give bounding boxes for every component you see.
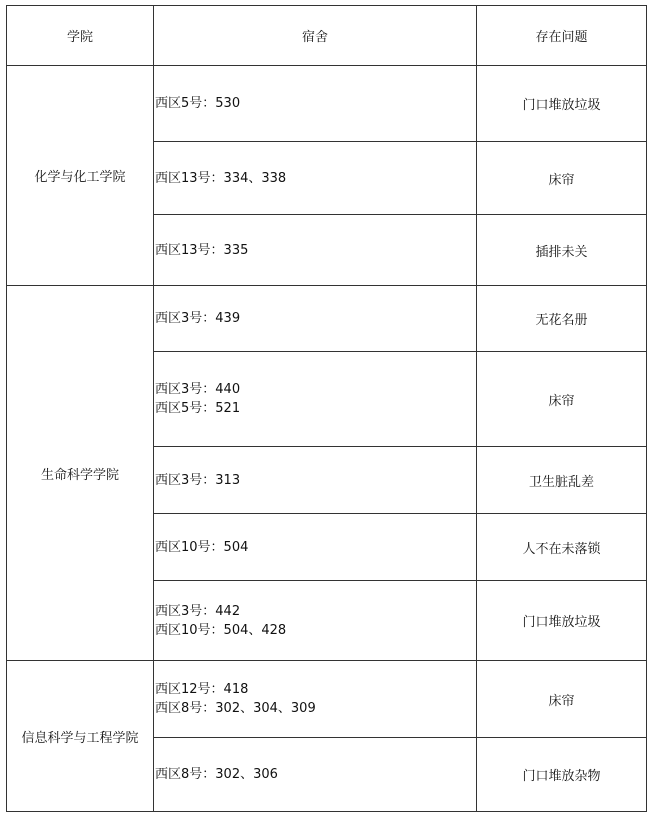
dorm-line: 西区3号：313 xyxy=(155,472,241,488)
dorm-cell xyxy=(154,352,477,447)
dorm-cell xyxy=(154,142,477,215)
dorm-cell xyxy=(154,286,477,352)
header-dorm: 宿舍 xyxy=(154,6,477,66)
issue-cell: 门口堆放垃圾 xyxy=(477,581,647,661)
dorm-cell xyxy=(154,581,477,661)
issue-cell: 人不在未落锁 xyxy=(477,514,647,581)
inspection-table xyxy=(6,5,647,812)
issue-cell: 无花名册 xyxy=(477,286,647,352)
college-cell: 生命科学学院 xyxy=(7,286,154,661)
dorm-line: 西区3号：439 xyxy=(155,311,241,326)
dorm-line: 西区8号：302、306 xyxy=(155,767,278,782)
dorm-cell xyxy=(154,215,477,286)
dorm-line: 西区13号：334、338 xyxy=(155,170,287,186)
dorm-line: 西区5号：530 xyxy=(155,96,241,111)
table-row xyxy=(7,661,647,738)
issue-cell: 床帘 xyxy=(477,142,647,215)
header-college: 学院 xyxy=(7,6,154,66)
dorm-line: 西区13号：335 xyxy=(155,242,249,258)
issue-cell: 门口堆放垃圾 xyxy=(477,66,647,142)
college-cell: 信息科学与工程学院 xyxy=(7,661,154,812)
dorm-cell xyxy=(154,738,477,812)
dorm-line: 西区3号：442 xyxy=(155,603,241,619)
dorm-cell xyxy=(154,66,477,142)
issue-cell: 插排未关 xyxy=(477,215,647,286)
college-cell: 化学与化工学院 xyxy=(7,66,154,286)
table-row xyxy=(7,66,647,142)
dorm-cell xyxy=(154,447,477,514)
issue-cell: 床帘 xyxy=(477,352,647,447)
dorm-line: 西区3号：440 xyxy=(155,382,241,397)
header-row xyxy=(7,6,647,66)
header-issue: 存在问题 xyxy=(477,6,647,66)
dorm-cell xyxy=(154,514,477,581)
dorm-cell xyxy=(154,661,477,738)
table-row xyxy=(7,286,647,352)
issue-cell: 门口堆放杂物 xyxy=(477,738,647,812)
dorm-line: 西区8号：302、304、309 xyxy=(155,701,316,716)
dorm-line: 西区5号：521 xyxy=(155,401,241,416)
issue-cell: 卫生脏乱差 xyxy=(477,447,647,514)
dorm-line: 西区10号：504、428 xyxy=(155,622,287,638)
dorm-line: 西区10号：504 xyxy=(155,539,249,555)
issue-cell: 床帘 xyxy=(477,661,647,738)
dorm-line: 西区12号：418 xyxy=(155,682,249,697)
